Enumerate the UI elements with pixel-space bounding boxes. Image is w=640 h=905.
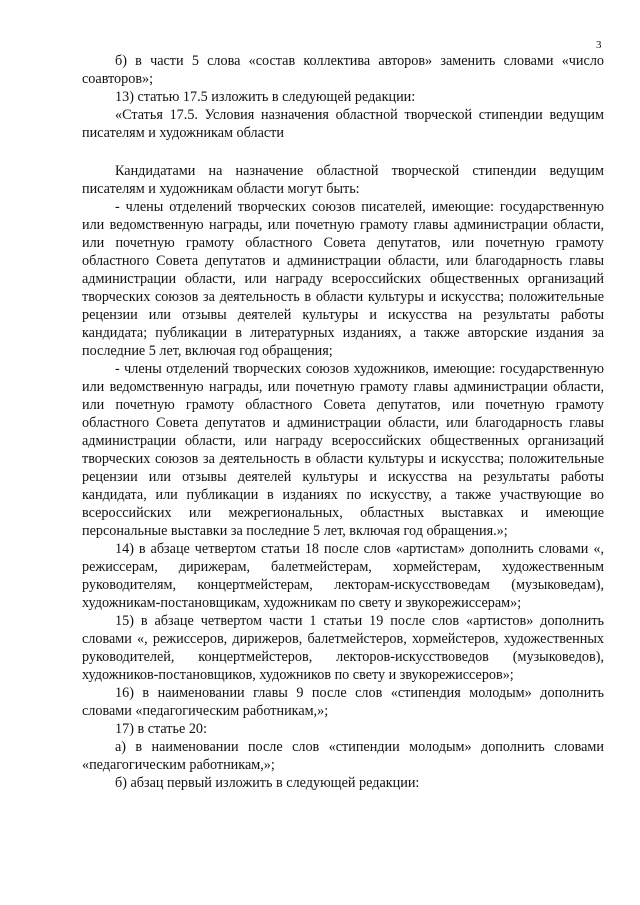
list-item-writers: - члены отделений творческих союзов писателей, имеющие: государственную или ведомственную награды, или почетную грамоту главы администрации области, или почетную грамоту областного Совета депутатов, или почетную грамоту областного Совета депутатов и администрации области, или благодарность главы администрации области, или награду всероссийских общественных организаций творческих союзов за деятельность в области культуры и искусства; положительные рецензии или отзывы деятелей культуры и искусства на результаты работы кандидата; публикации в литературных изданиях, а также авторские издания за последние 5 лет, включая год обращения;	[82, 199, 604, 359]
paragraph-item-17-a: а) в наименовании после слов «стипендии молодым» дополнить словами «педагогическим работникам,»;	[82, 739, 604, 773]
blank-line	[82, 142, 604, 162]
page-number: 3	[596, 39, 602, 51]
paragraph-item-13: 13) статью 17.5 изложить в следующей редакции:	[115, 89, 416, 105]
paragraph-candidates: Кандидатами на назначение областной творческой стипендии ведущим писателям и художникам области могут быть:	[82, 163, 604, 197]
paragraph-item-15: 15) в абзаце четвертом части 1 статьи 19 после слов «артистов» дополнить словами «, режиссеров, дирижеров, балетмейстеров, хормейстеров, художественных руководителей, концертмейстеров, лекторов-искусствоведов (музыковедов), художников-постановщиков, художников по свету и звукорежиссеров»;	[82, 613, 604, 683]
paragraph-amend-b: б) в части 5 слова «состав коллектива авторов» заменить словами «число соавторов»;	[82, 53, 604, 87]
article-17-5-title: «Статья 17.5. Условия назначения областной творческой стипендии ведущим писателям и художникам области	[82, 107, 604, 141]
paragraph-item-17: 17) в статье 20:	[115, 721, 207, 737]
list-item-artists: - члены отделений творческих союзов художников, имеющие: государственную или ведомственную награды, или почетную грамоту главы администрации области, или почетную грамоту областного Совета депутатов, или почетную грамоту областного Совета депутатов и администрации области, или благодарность главы администрации области, или награду всероссийских общественных организаций творческих союзов за деятельность в области культуры и искусства; положительные рецензии или отзывы деятелей культуры и искусства на результаты работы кандидата, или публикации в изданиях по искусству, а также участвующие во всероссийских или межрегиональных, областных выставках и имеющие персональные выставки за последние 5 лет, включая год обращения.»;	[82, 361, 604, 539]
document-body	[82, 52, 604, 792]
paragraph-item-16: 16) в наименовании главы 9 после слов «стипендия молодым» дополнить словами «педагогическим работникам,»;	[82, 685, 604, 719]
paragraph-item-17-b: б) абзац первый изложить в следующей редакции:	[115, 775, 420, 791]
paragraph-item-14: 14) в абзаце четвертом статьи 18 после слов «артистам» дополнить словами «, режиссерам, дирижерам, балетмейстерам, хормейстерам, художественным руководителям, концертмейстерам, лекторам-искусствоведам (музыковедам), художникам-постановщикам, художникам по свету и звукорежиссерам»;	[82, 541, 604, 611]
